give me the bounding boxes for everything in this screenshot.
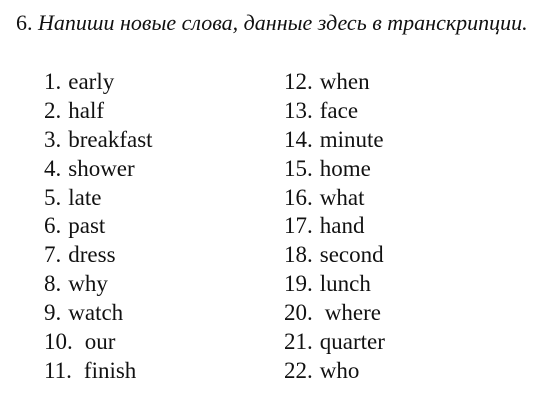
item-number: 8.	[44, 271, 62, 297]
item-number: 11.	[44, 357, 72, 383]
item-word: home	[319, 155, 371, 181]
item-number: 4.	[44, 155, 62, 181]
list-item	[44, 126, 153, 155]
list-item	[284, 328, 385, 357]
list-item	[44, 212, 153, 241]
list-item	[44, 155, 153, 184]
item-word: what	[319, 184, 365, 210]
item-number: 2.	[44, 97, 62, 123]
item-word: face	[319, 97, 359, 123]
item-word: early	[68, 69, 115, 94]
item-number: 10.	[44, 329, 73, 355]
list-item	[284, 155, 385, 184]
item-number: 12.	[284, 69, 313, 94]
item-word: finish	[83, 357, 137, 383]
item-number: 1.	[44, 69, 62, 94]
list-item	[44, 97, 153, 126]
list-item	[284, 241, 385, 270]
item-word: when	[319, 69, 370, 94]
item-number: 17.	[284, 213, 313, 239]
item-number: 22.	[284, 357, 313, 383]
item-number: 14.	[284, 126, 313, 152]
item-word: hand	[319, 213, 365, 239]
list-item	[284, 68, 385, 97]
list-item	[284, 212, 385, 241]
exercise-instruction: Напиши новые слова, данные здесь в транскрипции.	[38, 10, 528, 35]
exercise-heading	[16, 8, 536, 38]
item-word: minute	[319, 126, 384, 152]
item-word: half	[68, 97, 105, 123]
item-number: 16.	[284, 184, 313, 210]
list-item	[284, 357, 385, 386]
list-item	[44, 357, 153, 386]
item-number: 21.	[284, 329, 313, 355]
item-number: 18.	[284, 242, 313, 268]
item-number: 20.	[284, 300, 313, 326]
item-word: quarter	[319, 329, 385, 355]
list-item	[284, 299, 385, 328]
item-word: where	[324, 300, 381, 326]
list-item	[44, 184, 153, 213]
item-word: breakfast	[68, 126, 153, 152]
item-number: 15.	[284, 155, 313, 181]
item-number: 19.	[284, 271, 313, 297]
item-number: 9.	[44, 300, 62, 326]
list-item	[44, 328, 153, 357]
item-number: 6.	[44, 213, 62, 239]
item-number: 5.	[44, 184, 62, 210]
list-item	[44, 241, 153, 270]
list-item	[44, 299, 153, 328]
item-number: 3.	[44, 126, 62, 152]
item-number: 7.	[44, 242, 62, 268]
word-list-right	[284, 68, 385, 386]
word-list-left	[44, 68, 153, 386]
list-item	[284, 126, 385, 155]
list-item	[284, 184, 385, 213]
item-word: lunch	[319, 271, 371, 297]
item-word: why	[68, 271, 108, 297]
list-item	[44, 68, 153, 97]
item-word: our	[84, 329, 116, 355]
item-word: watch	[68, 300, 124, 326]
item-word: second	[319, 242, 384, 268]
item-word: past	[68, 213, 106, 239]
item-word: dress	[68, 242, 116, 268]
exercise-number: 6.	[16, 10, 33, 35]
item-word: shower	[68, 155, 135, 181]
list-item	[284, 97, 385, 126]
list-item	[44, 270, 153, 299]
item-word: late	[68, 184, 102, 210]
item-number: 13.	[284, 97, 313, 123]
list-item	[284, 270, 385, 299]
item-word: who	[319, 357, 360, 383]
